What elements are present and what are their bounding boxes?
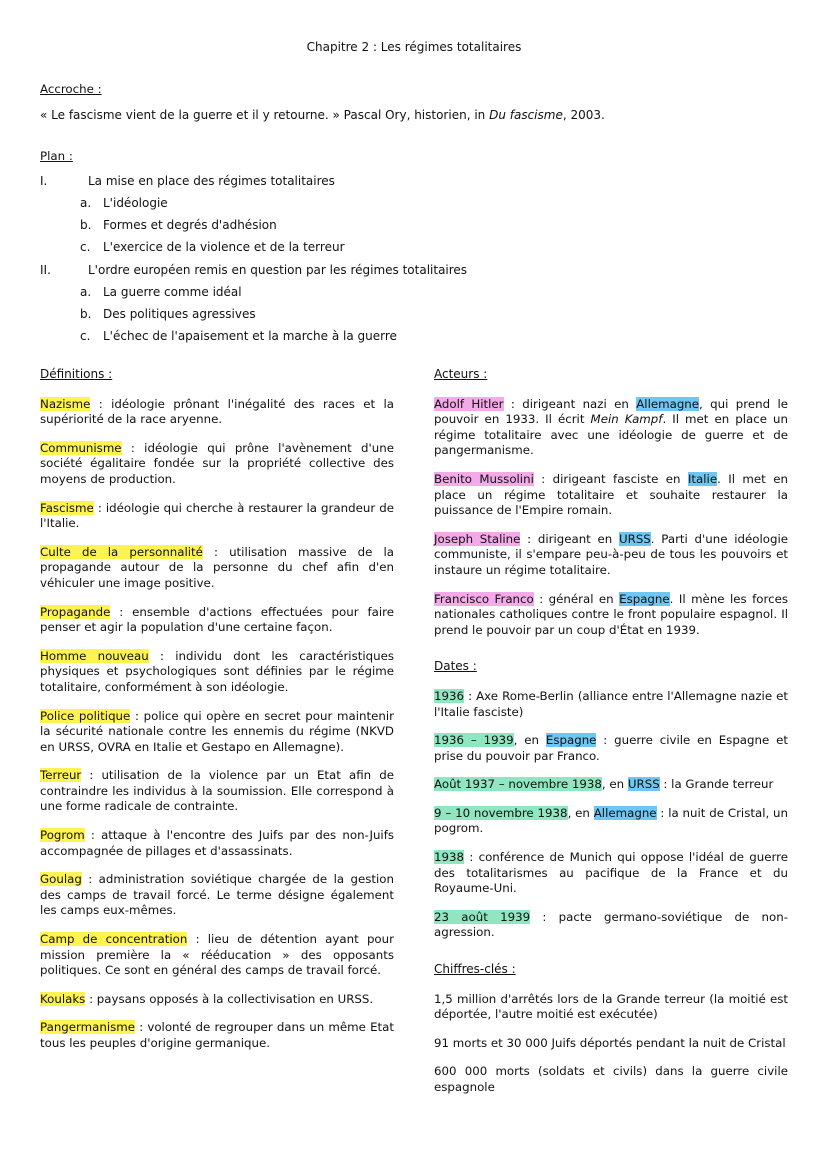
definitions-section — [40, 367, 394, 1065]
accroche-heading: Accroche : — [40, 82, 102, 96]
definition-item — [40, 441, 394, 488]
date-label: Août 1937 – novembre 1938 — [434, 777, 602, 792]
date-text: : Axe Rome-Berlin (alliance entre l'Allemagne nazie et l'Italie fasciste) — [434, 688, 788, 719]
acteur-name: Adolf Hitler — [434, 396, 504, 411]
definition-item — [40, 992, 394, 1008]
plan-label: L'idéologie — [103, 196, 168, 210]
acteur-text: . Il met en place un régime totalitaire et souhaite restaurer la puissance de l'Empire romain. — [434, 471, 788, 518]
quote-text: « Le fascisme vient de la guerre et il y retourne. » Pascal Ory, historien, in — [40, 108, 490, 122]
plan-num: c. — [80, 329, 91, 343]
date-item — [434, 689, 788, 720]
date-label: 1936 – 1939 — [434, 733, 514, 748]
definition-text: : administration soviétique chargée de la gestion des camps de travail forcé. Le terme désigne également les camps eux-mêmes. — [40, 872, 394, 918]
acteur-item — [434, 397, 788, 459]
acteur-country: Italie — [687, 471, 718, 486]
dates-heading: Dates : — [434, 659, 477, 674]
definition-term: Culte de la personnalité — [40, 544, 203, 559]
definition-term: Nazisme — [40, 396, 91, 411]
definition-term: Pangermanisme — [40, 1020, 136, 1035]
acteur-text: : général en — [533, 591, 620, 606]
definition-term: Goulag — [40, 872, 82, 887]
plan-heading: Plan : — [40, 149, 73, 163]
acteur-text: : dirigeant fasciste en — [533, 471, 688, 486]
definition-text: : idéologie prônant l'inégalité des races et la supériorité de la race aryenne. — [40, 396, 394, 427]
acteur-text: . Il mène les forces nationales catholiques contre le front populaire espagnol. Il prend le pouvoir par un coup d'État en 1939. — [434, 591, 788, 637]
definition-text: : individu dont les caractéristiques physiques et psychologiques sont définies par le régime totalitaire, conformément à son idéologie. — [40, 648, 394, 694]
acteur-text: : dirigeant en — [520, 531, 619, 546]
date-item — [434, 850, 788, 897]
chiffre-item: 1,5 million d'arrêtés lors de la Grande terreur (la moitié est déportée, l'autre moitié est exécutée) — [434, 991, 788, 1022]
definition-term: Terreur — [40, 768, 82, 783]
date-item — [434, 733, 788, 764]
date-item — [434, 777, 788, 793]
date-country: URSS — [627, 777, 660, 792]
plan-label: L'échec de l'apaisement et la marche à la guerre — [103, 329, 397, 343]
date-text: : guerre civile en Espagne et prise du pouvoir par Franco. — [434, 733, 789, 763]
date-country: Espagne — [545, 733, 597, 748]
chiffre-item: 91 morts et 30 000 Juifs déportés pendant la nuit de Cristal — [434, 1035, 786, 1050]
definition-item — [40, 709, 394, 756]
acteur-text: : dirigeant nazi en — [503, 396, 637, 411]
definition-text: : idéologie qui prône l'avènement d'une société égalitaire fondée sur la propriété collective des moyens de production. — [40, 440, 394, 486]
date-label: 23 août 1939 — [434, 909, 531, 924]
acteur-country: URSS — [618, 531, 651, 546]
acteur-country: Allemagne — [636, 396, 700, 411]
date-text: : pacte germano-soviétique de non-agression. — [434, 909, 788, 940]
acteur-name: Joseph Staline — [434, 531, 521, 546]
plan-num: b. — [80, 307, 92, 321]
definitions-heading: Définitions : — [40, 367, 113, 381]
plan-num: I. — [40, 174, 48, 188]
plan-label: La mise en place des régimes totalitaires — [88, 174, 335, 188]
chiffres-heading: Chiffres-clés : — [434, 962, 516, 977]
definition-term: Homme nouveau — [40, 648, 149, 663]
acteur-book: Mein Kampf — [590, 412, 663, 427]
acteur-text: . Parti d'une idéologie communiste, il s'empare peu-à-peu de tous les pouvoirs et instaure un régime totalitaire. — [434, 531, 788, 577]
date-text: : la nuit de Cristal, un pogrom. — [434, 805, 789, 836]
definition-text: : utilisation massive de la propagande autour de la personne du chef afin d'en véhiculer une image positive. — [40, 544, 394, 590]
acteur-item — [434, 592, 788, 639]
date-text: : la Grande terreur — [659, 777, 774, 792]
definition-text: : volonté de regrouper dans un même Etat tous les peuples d'origine germanique. — [40, 1020, 394, 1050]
page-title: Chapitre 2 : Les régimes totalitaires — [306, 40, 522, 54]
plan-num: a. — [80, 196, 92, 210]
date-item — [434, 806, 788, 837]
date-sep: , en — [601, 777, 628, 792]
definition-text: : police qui opère en secret pour maintenir la sécurité nationale contre les ennemis du régime (NKVD en URSS, OVRA en Italie et Gestapo en Allemagne). — [40, 708, 394, 754]
definition-text: : attaque à l'encontre des Juifs par des non-Juifs accompagnée de pillages et d'assassinats. — [40, 828, 394, 858]
accroche-quote — [40, 108, 605, 122]
definition-item — [40, 828, 394, 859]
definition-term: Pogrom — [40, 828, 85, 843]
definition-item — [40, 872, 394, 919]
acteur-name: Francisco Franco — [434, 591, 534, 606]
chiffre-item: 600 000 morts (soldats et civils) dans la guerre civile espagnole — [434, 1064, 788, 1094]
acteur-country: Espagne — [619, 591, 670, 606]
plan-num: II. — [40, 263, 51, 277]
plan-label: Formes et degrés d'adhésion — [103, 218, 277, 232]
date-sep: , en — [513, 733, 546, 748]
definition-item — [40, 545, 394, 592]
definition-term: Police politique — [40, 708, 131, 723]
definition-term: Propagande — [40, 604, 111, 619]
definition-text: : lieu de détention ayant pour mission première la « rééducation » des opposants politiques. Ce sont en général des camps de travail forcé. — [40, 932, 394, 978]
acteur-item — [434, 532, 788, 579]
plan-label: L'ordre européen remis en question par les régimes totalitaires — [88, 263, 468, 277]
definition-item — [40, 501, 394, 532]
definition-term: Koulaks — [40, 991, 86, 1006]
date-item — [434, 910, 788, 941]
date-text: : conférence de Munich qui oppose l'idéal de guerre des totalitarismes au pacifique de la France et du Royaume-Uni. — [434, 850, 788, 896]
right-column — [434, 367, 788, 1109]
definition-item — [40, 768, 394, 815]
plan-num: c. — [80, 240, 91, 254]
date-label: 1938 — [434, 850, 465, 865]
definition-item — [40, 1020, 394, 1051]
definition-item — [40, 605, 394, 636]
acteur-item — [434, 472, 788, 519]
plan-label: Des politiques agressives — [103, 307, 256, 321]
definition-text: : idéologie qui cherche à restaurer la grandeur de l'Italie. — [40, 500, 394, 531]
definition-item — [40, 397, 394, 428]
definition-text: : utilisation de la violence par un Etat afin de contraindre les individus à la soumission. Elle correspond à une forme radicale de contrainte. — [40, 768, 394, 814]
acteur-text: , qui prend le pouvoir en 1933. Il écrit — [434, 396, 788, 427]
date-label: 1936 — [434, 688, 465, 703]
definition-text: : ensemble d'actions effectuées pour faire penser et agir la population d'une certaine façon. — [40, 604, 394, 635]
definition-item — [40, 649, 394, 696]
definition-item — [40, 932, 394, 979]
acteur-text: . Il met en place un régime totalitaire avec une idéologie de guerre et de pangermanisme. — [434, 412, 788, 458]
plan-label: L'exercice de la violence et de la terreur — [103, 240, 345, 254]
quote-book: Du fascisme — [489, 108, 563, 122]
quote-end: , 2003. — [562, 108, 605, 122]
plan-num: a. — [80, 285, 92, 299]
date-label: 9 – 10 novembre 1938 — [434, 805, 568, 820]
acteur-name: Benito Mussolini — [434, 471, 534, 486]
plan-label: La guerre comme idéal — [103, 285, 242, 299]
definition-term: Fascisme — [40, 500, 94, 515]
definition-text: : paysans opposés à la collectivisation en URSS. — [85, 991, 374, 1006]
definition-term: Communisme — [40, 440, 122, 455]
definition-term: Camp de concentration — [40, 932, 188, 947]
date-sep: , en — [567, 805, 594, 820]
date-country: Allemagne — [593, 805, 657, 820]
acteurs-heading: Acteurs : — [434, 367, 488, 381]
plan-num: b. — [80, 218, 92, 232]
